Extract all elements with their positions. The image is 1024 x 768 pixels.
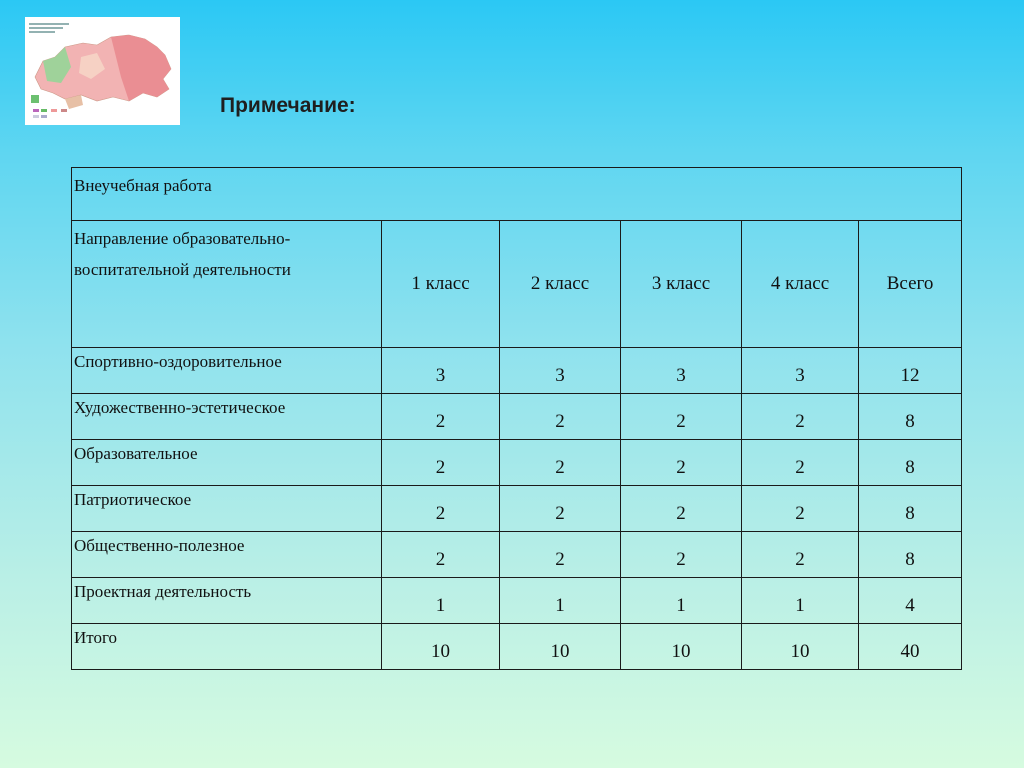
table-cell-total: 8 xyxy=(859,440,962,486)
table-cell: 2 xyxy=(621,394,742,440)
table-cell: 2 xyxy=(500,486,621,532)
table-cell: 2 xyxy=(382,440,500,486)
table-row xyxy=(72,394,962,440)
table-cell: 2 xyxy=(742,486,859,532)
table-cell-total: 12 xyxy=(859,348,962,394)
table-title-row xyxy=(72,168,962,221)
direction-header: Направление образовательно-воспитательной деятельности xyxy=(72,221,382,348)
table-row xyxy=(72,440,962,486)
table-cell: 3 xyxy=(500,348,621,394)
row-label: Патриотическое xyxy=(72,486,382,532)
table-cell: 3 xyxy=(742,348,859,394)
table-row xyxy=(72,486,962,532)
table-header-row xyxy=(72,221,962,348)
table-cell: 2 xyxy=(621,486,742,532)
column-header-grade-2: 2 класс xyxy=(500,221,621,348)
table-cell: 2 xyxy=(742,440,859,486)
table-cell: 3 xyxy=(621,348,742,394)
table-title: Внеучебная работа xyxy=(72,168,962,221)
table-cell-total: 4 xyxy=(859,578,962,624)
table-cell: 1 xyxy=(742,578,859,624)
row-label: Общественно-полезное xyxy=(72,532,382,578)
row-label: Итого xyxy=(72,624,382,670)
table-row xyxy=(72,532,962,578)
table-cell: 10 xyxy=(382,624,500,670)
table-cell: 2 xyxy=(382,532,500,578)
table-cell: 10 xyxy=(621,624,742,670)
table-cell-total: 8 xyxy=(859,486,962,532)
map-thumbnail xyxy=(25,17,180,125)
table-cell: 10 xyxy=(500,624,621,670)
table-row xyxy=(72,348,962,394)
table-cell: 1 xyxy=(382,578,500,624)
column-header-grade-4: 4 класс xyxy=(742,221,859,348)
extracurricular-table xyxy=(71,167,962,670)
table-cell: 1 xyxy=(500,578,621,624)
row-label: Образовательное xyxy=(72,440,382,486)
table-cell-total: 40 xyxy=(859,624,962,670)
table-cell: 1 xyxy=(621,578,742,624)
column-header-total: Всего xyxy=(859,221,962,348)
table-cell: 2 xyxy=(500,394,621,440)
page-heading: Примечание: xyxy=(220,94,356,117)
row-label: Спортивно-оздоровительное xyxy=(72,348,382,394)
table-cell: 3 xyxy=(382,348,500,394)
row-label: Проектная деятельность xyxy=(72,578,382,624)
table-row-total xyxy=(72,624,962,670)
table-cell: 2 xyxy=(382,486,500,532)
table-cell: 2 xyxy=(742,532,859,578)
table-cell: 10 xyxy=(742,624,859,670)
table-cell: 2 xyxy=(500,440,621,486)
table-cell: 2 xyxy=(382,394,500,440)
table-cell: 2 xyxy=(621,532,742,578)
table-cell-total: 8 xyxy=(859,394,962,440)
table-cell: 2 xyxy=(621,440,742,486)
table-cell: 2 xyxy=(500,532,621,578)
column-header-grade-1: 1 класс xyxy=(382,221,500,348)
table-cell-total: 8 xyxy=(859,532,962,578)
table-row xyxy=(72,578,962,624)
column-header-grade-3: 3 класс xyxy=(621,221,742,348)
table-cell: 2 xyxy=(742,394,859,440)
row-label: Художественно-эстетическое xyxy=(72,394,382,440)
